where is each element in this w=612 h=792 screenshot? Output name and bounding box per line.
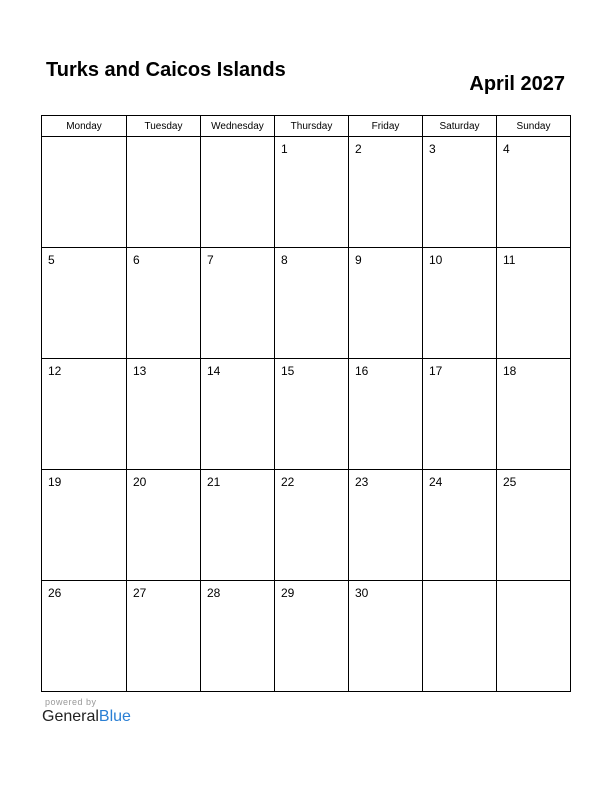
day-number (497, 581, 570, 586)
day-number: 27 (133, 586, 147, 600)
day-number: 26 (48, 586, 62, 600)
day-number: 28 (207, 586, 221, 600)
day-number: 2 (355, 142, 362, 156)
day-number: 14 (207, 364, 221, 378)
calendar-country-title: Turks and Caicos Islands (46, 59, 286, 81)
day-number: 1 (281, 142, 288, 156)
day-number: 19 (48, 475, 62, 489)
day-number (201, 137, 274, 142)
day-cell (349, 581, 423, 692)
week-row (42, 470, 571, 581)
day-cell (201, 359, 275, 470)
brand-general-text: General (42, 708, 99, 725)
week-row (42, 359, 571, 470)
day-cell (127, 137, 201, 248)
day-number: 24 (429, 475, 443, 489)
day-number: 18 (503, 364, 517, 378)
day-cell (423, 581, 497, 692)
day-number: 3 (429, 142, 436, 156)
day-cell (201, 470, 275, 581)
day-cell (42, 248, 127, 359)
day-cell (423, 248, 497, 359)
weekday-thursday: Thursday (275, 116, 349, 137)
day-number: 7 (207, 253, 214, 267)
day-number (42, 137, 126, 142)
week-row (42, 581, 571, 692)
day-cell (42, 470, 127, 581)
day-number: 13 (133, 364, 147, 378)
generalblue-logo[interactable] (42, 707, 131, 727)
day-cell (275, 581, 349, 692)
day-cell (42, 581, 127, 692)
week-row (42, 248, 571, 359)
day-number: 8 (281, 253, 288, 267)
weekday-header-row (42, 116, 571, 137)
day-cell (497, 470, 571, 581)
day-cell (497, 581, 571, 692)
powered-by-text: powered by (45, 697, 97, 707)
day-number: 11 (503, 253, 516, 267)
day-cell (127, 470, 201, 581)
day-number: 15 (281, 364, 295, 378)
day-number: 10 (429, 253, 443, 267)
day-cell (201, 137, 275, 248)
day-cell (349, 248, 423, 359)
day-cell (423, 359, 497, 470)
day-number: 23 (355, 475, 369, 489)
day-number: 6 (133, 253, 140, 267)
week-row (42, 137, 571, 248)
day-cell (497, 248, 571, 359)
day-cell (349, 137, 423, 248)
day-cell (275, 248, 349, 359)
generalblue-footer (42, 697, 131, 727)
weekday-saturday: Saturday (423, 116, 497, 137)
day-cell (497, 359, 571, 470)
day-cell (275, 470, 349, 581)
weekday-monday: Monday (42, 116, 127, 137)
day-number: 30 (355, 586, 369, 600)
day-cell (127, 248, 201, 359)
day-number (423, 581, 496, 586)
weekday-wednesday: Wednesday (201, 116, 275, 137)
day-cell (423, 137, 497, 248)
day-cell (275, 359, 349, 470)
day-number: 21 (207, 475, 221, 489)
day-cell (42, 359, 127, 470)
weekday-sunday: Sunday (497, 116, 571, 137)
day-number: 5 (48, 253, 55, 267)
calendar-grid (41, 115, 571, 692)
calendar-month-title: April 2027 (469, 73, 565, 95)
day-cell (42, 137, 127, 248)
weekday-tuesday: Tuesday (127, 116, 201, 137)
brand-blue-text: Blue (98, 708, 131, 725)
day-number (127, 137, 200, 142)
day-cell (127, 359, 201, 470)
day-number: 12 (48, 364, 62, 378)
day-number: 17 (429, 364, 443, 378)
day-number: 25 (503, 475, 517, 489)
day-number: 20 (133, 475, 147, 489)
day-number: 22 (281, 475, 295, 489)
day-number: 29 (281, 586, 295, 600)
day-cell (423, 470, 497, 581)
weekday-friday: Friday (349, 116, 423, 137)
day-number: 9 (355, 253, 362, 267)
day-cell (275, 137, 349, 248)
day-cell (349, 470, 423, 581)
day-cell (349, 359, 423, 470)
day-cell (497, 137, 571, 248)
day-number: 16 (355, 364, 369, 378)
day-cell (127, 581, 201, 692)
day-cell (201, 248, 275, 359)
day-number: 4 (503, 142, 510, 156)
day-cell (201, 581, 275, 692)
